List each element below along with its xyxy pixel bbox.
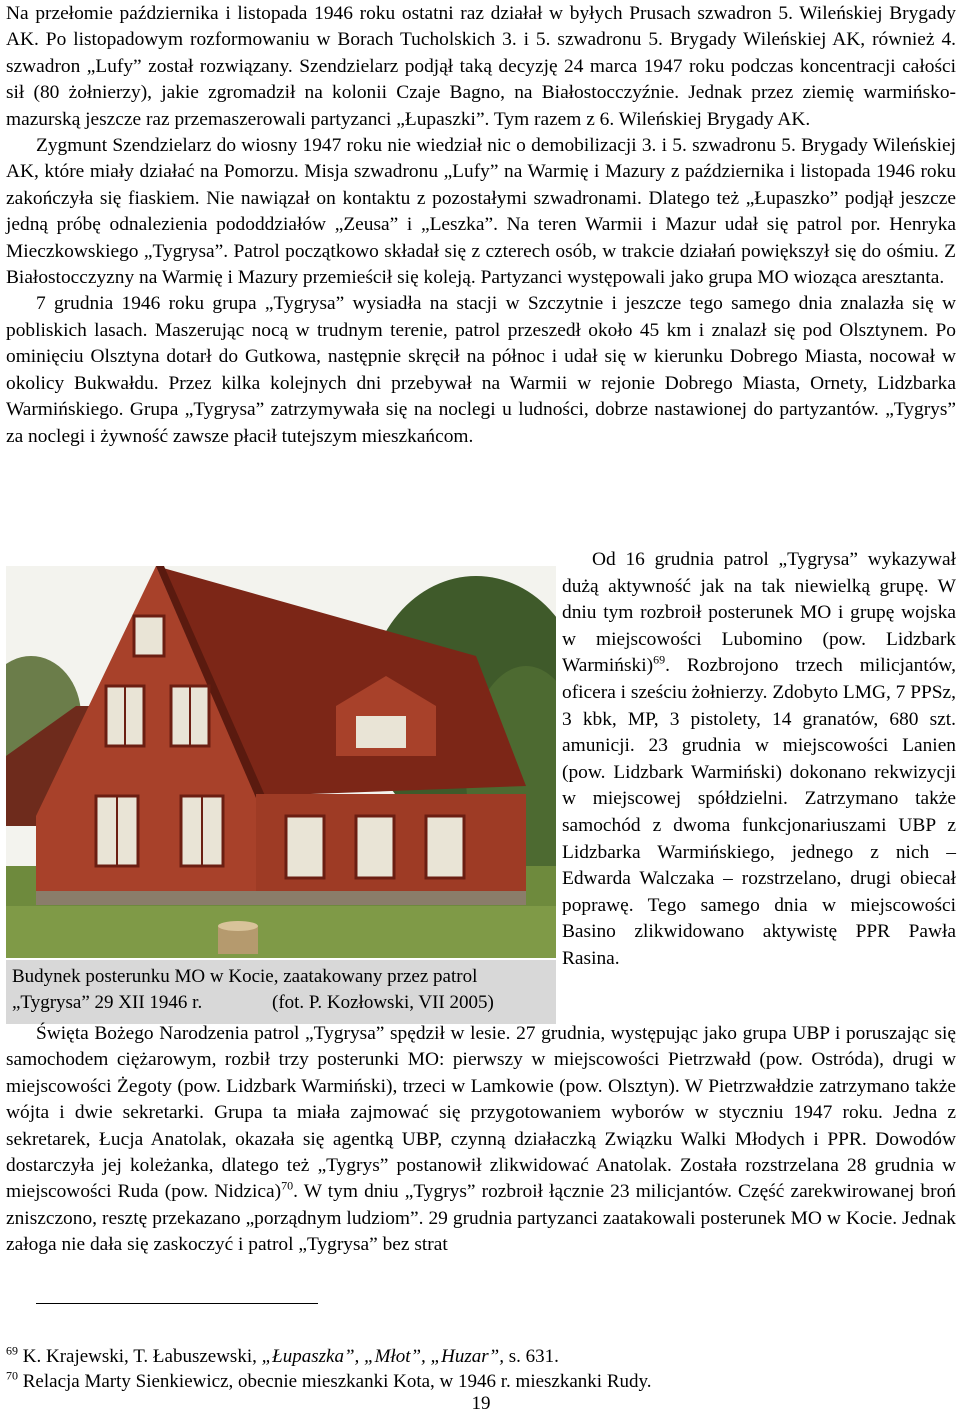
paragraph-3: 7 grudnia 1946 roku grupa „Tygrysa” wysiadła na stacji w Szczytnie i jeszcze tego samego dnia znalazła się w pobliskich lasach. Maszerując nocą w trudnym terenie, patrol przeszedł około 45 km i znalazł się pod Olsztynem. Po ominięciu Olsztyna dotarł do Gutkowa, następnie skręcił na północ i udał się w kierunku Dobrego Miasta, nocował w okolicy Bukwałdu. Przez kilka kolejnych dni przebywał na Warmii w rejonie Dobrego Miasta, Ornety, Lidzbarka Warmińskiego. Grupa „Tygrysa” zatrzymywała się na noclegi u ludności, dobrze nastawionej do partyzantów. „Tygrys” za noclegi i żywność zawsze płacił tutejszym mieszkańcom. — [6, 293, 956, 447]
figure-caption — [6, 960, 556, 1024]
paragraph-4 — [562, 547, 956, 973]
caption-line-2: „Tygrysa” 29 XII 1946 r. — [12, 992, 203, 1013]
footnote-69 — [6, 1345, 956, 1369]
page-number: 19 — [471, 1393, 491, 1414]
footnote-pages: s. 631. — [503, 1346, 559, 1367]
footnote-ref-70: 70 — [281, 1178, 294, 1193]
footnote-70 — [6, 1370, 956, 1394]
paragraph-5 — [6, 1021, 956, 1259]
paragraph-1: Na przełomie października i listopada 1946 roku ostatni raz działał w byłych Prusach szwadron 5. Wileńskiej Brygady AK. Po listopadowym rozformowaniu w Borach Tucholskich 3. i 5. szwadronu 5. Brygady Wileńskiej AK, również 4. szwadron „Lufy” został rozwiązany. Szendzielarz podjął taką decyzję 24 marca 1947 roku podczas koncentracji całości sił (80 żołnierzy), jakie zgromadził na kolonii Czaje Bagno, na Białostocczyźnie. Jednak przez ziemię warmińsko-mazurską jeszcze raz przemaszerowali partyzanci „Łupaszki”. Tym razem z 6. Wileńskiej Brygady AK. — [6, 3, 956, 130]
footnote-number: 70 — [6, 1368, 18, 1383]
footnote-text: Relacja Marty Sienkiewicz, obecnie mieszkanki Kota, w 1946 r. mieszkanki Rudy. — [22, 1371, 652, 1392]
footnote-number: 69 — [6, 1343, 18, 1358]
figure — [6, 566, 556, 1024]
paragraph-4-part-a: Od 16 grudnia patrol „Tygrysa” wykazywał dużą aktywność jak na tak niewielką grupę. W dniu tym rozbroił posterunek MO i grupę wojska w miejscowości Lubomino (pow. Lidzbark Warmiński) — [562, 549, 956, 677]
paragraph-2: Zygmunt Szendzielarz do wiosny 1947 roku nie wiedział nic o demobilizacji 3. i 5. szwadronu 5. Brygady Wileńskiej AK, które miały działać na Pomorzu. Misja szwadronu „Lufy” na Warmię i Mazury z października i listopada 1946 roku zakończyła się fiaskiem. Nie nawiązał on kontaktu z pozostałymi szwadronami. Dlatego też „Łupaszko” podjął jeszcze jedną próbę odnalezienia pododdziałów „Zeusa” i „Leszka”. Na teren Warmii i Mazur udał się patrol por. Henryka Mieczkowskiego „Tygrysa”. Patrol początkowo składał się z czterech osób, w trakcie działań powiększył się do ośmiu. Z Białostocczyzny na Warmię i Mazury przemieścił się koleją. Partyzanci występowali jako grupa MO wioząca aresztanta. — [6, 135, 956, 289]
footnote-title: „Łupaszka”, „Młot”, „Huzar”, — [261, 1346, 504, 1367]
paragraph-5-part-b: . W tym dniu „Tygrys” rozbroił łącznie 23 milicjantów. Część zarekwirowanej broń zniszczono, resztę przekazano „porządnym ludziom”. 29 grudnia partyzanci zaatakowali posterunek MO w Kocie. Jednak załoga nie dała się zaskoczyć i patrol „Tygrysa” bez strat — [6, 1181, 956, 1256]
caption-photo-credit: (fot. P. Kozłowski, VII 2005) — [272, 992, 494, 1013]
footnote-text: K. Krajewski, T. Łabuszewski, — [22, 1346, 262, 1367]
footnote-ref-69: 69 — [653, 652, 666, 667]
bottom-text-block — [6, 1021, 956, 1259]
top-text-block — [6, 1, 956, 450]
caption-line-1: Budynek posterunku MO w Kocie, zaatakowany przez patrol — [12, 966, 478, 987]
paragraph-4-part-b: . Rozbrojono trzech milicjantów, oficera i sześciu żołnierzy. Zdobyto LMG, 7 PPSz, 3 kbk, MP, 3 pistolety, 14 granatów, 680 szt. amunicji. 23 grudnia w miejscowości Lanien (pow. Lidzbark Warmiński) dokonano rekwizycji w miejscowej spółdzielni. Zatrzymano także samochód z dwoma funkcjonariuszami UBP z Lidzbarka Warmińskiego, jednego z nich – Edwarda Walczaka – rozstrzelano, drugi obiecał poprawę. Tego samego dnia w miejscowości Basino zlikwidowano aktywistę PPR Pawła Rasina. — [562, 655, 957, 969]
right-column-text — [562, 547, 956, 973]
footnote-separator — [36, 1303, 318, 1304]
paragraph-5-part-a: Święta Bożego Narodzenia patrol „Tygrysa” spędził w lesie. 27 grudnia, występując jako grupa UBP i poruszając się samochodem ciężarowym, rozbił trzy posterunki MO: pierwszy w miejscowości Pietrzwałd (pow. Ostróda), drugi w miejscowości Żegoty (pow. Lidzbark Warmiński), trzeci w Lamkowie (pow. Olsztyn). W Pietrzwałdzie zatrzymano także wójta i dwie sekretarki. Grupa ta miała zajmować się przygotowaniem wyborów w styczniu 1947 roku. Jedna z sekretarek, Łucja Anatolak, okazała się agentką UBP, czynną działaczką Związku Walki Młodych i PPR. Dowodów dostarczyła jej koleżanka, dlatego też „Tygrys” postanowił zlikwidować Anatolak. Została rozstrzelana 28 grudnia w miejscowości Ruda (pow. Nidzica) — [6, 1023, 956, 1203]
building-photo — [6, 566, 556, 958]
